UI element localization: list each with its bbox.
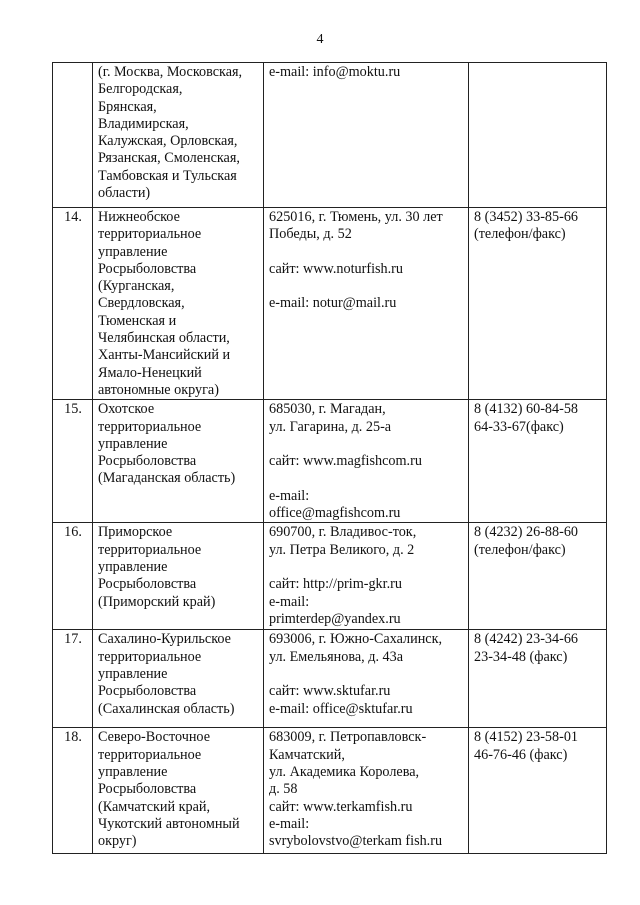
name-line: Ханты-Мансийский и [98, 347, 231, 364]
address-line: primterdep@yandex.ru [269, 610, 401, 627]
phone-line: 23-34-48 (факс) [474, 648, 568, 665]
name-line: (г. Москва, Московская, [98, 64, 243, 80]
table-row [53, 63, 607, 208]
name-line: (Сахалинская область) [98, 700, 235, 717]
table-row [53, 523, 607, 630]
name-line: Челябинская области, [98, 330, 230, 347]
name-line: Сахалино-Курильское [98, 631, 231, 648]
phone-line: 64-33-67(факс) [474, 418, 564, 435]
phone-cell [469, 523, 607, 630]
row-number-cell: 18. [53, 728, 93, 854]
address-contacts-cell [264, 63, 469, 208]
organization-name-cell [93, 63, 264, 208]
address-line: 625016, г. Тюмень, ул. 30 лет [269, 209, 443, 225]
address-line: e-mail: office@sktufar.ru [269, 700, 413, 717]
organization-name-cell [93, 208, 264, 400]
name-line: территориальное [98, 746, 202, 763]
table-row [53, 400, 607, 523]
name-line: управление [98, 763, 168, 780]
address-line: Камчатский, [269, 746, 345, 763]
name-line: Росрыболовства [98, 683, 197, 700]
address-line: e-mail: info@moktu.ru [269, 64, 401, 80]
name-line: (Приморский край) [98, 593, 216, 610]
address-line: ул. Гагарина, д. 25-а [269, 418, 392, 435]
name-line: Чукотский автономный [98, 815, 240, 832]
phone-line: 8 (3452) 33-85-66 [474, 209, 579, 225]
name-line: управление [98, 665, 168, 682]
blank-line [269, 244, 464, 261]
name-line: Владимирская, [98, 115, 189, 132]
name-line: Брянская, [98, 98, 157, 115]
address-contacts-cell [264, 728, 469, 854]
table-row [53, 630, 607, 728]
name-line: Белгородская, [98, 81, 183, 98]
address-line: Победы, д. 52 [269, 226, 352, 243]
address-line: 693006, г. Южно-Сахалинск, [269, 631, 443, 648]
organization-name-cell [93, 728, 264, 854]
name-line: Нижнеобское [98, 209, 180, 225]
phone-cell [469, 63, 607, 208]
blank-line [269, 436, 464, 453]
name-line: Охотское [98, 401, 155, 418]
name-line: территориальное [98, 648, 202, 665]
territorial-offices-table [52, 62, 607, 854]
phone-line: 46-76-46 (факс) [474, 746, 568, 763]
address-contacts-cell [264, 630, 469, 728]
name-line: Калужская, Орловская, [98, 133, 238, 150]
row-number-cell: 16. [53, 523, 93, 630]
name-line: Северо-Восточное [98, 729, 210, 746]
phone-line: 8 (4132) 60-84-58 [474, 401, 579, 418]
name-line: территориальное [98, 226, 202, 243]
address-line: office@magfishcom.ru [269, 505, 401, 522]
name-line: автономные округа) [98, 381, 219, 398]
address-contacts-cell [264, 400, 469, 523]
name-line: управление [98, 558, 168, 575]
name-line: Ямало-Ненецкий [98, 364, 202, 381]
name-line: округ) [98, 833, 137, 850]
address-line: ул. Академика Королева, [269, 763, 420, 780]
phone-cell [469, 400, 607, 523]
address-line: 683009, г. Петропавловск- [269, 729, 427, 746]
table-body [53, 63, 607, 854]
address-line: ул. Петра Великого, д. 2 [269, 541, 415, 558]
address-line: ул. Емельянова, д. 43а [269, 648, 404, 665]
phone-line: 8 (4242) 23-34-66 [474, 631, 579, 648]
address-contacts-cell [264, 523, 469, 630]
blank-line [269, 470, 464, 487]
row-number-cell [53, 63, 93, 208]
blank-line [269, 559, 464, 576]
name-line: (Курганская, [98, 278, 175, 295]
name-line: Росрыболовства [98, 576, 197, 593]
address-line: e-mail: [269, 487, 310, 504]
address-line: д. 58 [269, 781, 298, 798]
name-line: управление [98, 243, 168, 260]
address-line: e-mail: [269, 815, 310, 832]
name-line: Тюменская и [98, 312, 177, 329]
table-row [53, 728, 607, 854]
phone-cell [469, 728, 607, 854]
address-line: сайт: www.noturfish.ru [269, 260, 404, 277]
name-line: Тамбовская и Тульская [98, 167, 237, 184]
name-line: области) [98, 185, 151, 202]
organization-name-cell [93, 523, 264, 630]
organization-name-cell [93, 400, 264, 523]
phone-line: (телефон/факс) [474, 226, 566, 243]
table-row [53, 208, 607, 400]
name-line: Росрыболовства [98, 260, 197, 277]
address-line: сайт: www.terkamfish.ru [269, 798, 413, 815]
name-line: управление [98, 435, 168, 452]
address-contacts-cell [264, 208, 469, 400]
address-line: 690700, г. Владивос-ток, [269, 524, 417, 541]
phone-cell [469, 630, 607, 728]
address-line: сайт: http://prim-gkr.ru [269, 576, 402, 593]
row-number-cell: 17. [53, 630, 93, 728]
address-line: e-mail: notur@mail.ru [269, 295, 397, 312]
name-line: территориальное [98, 418, 202, 435]
name-line: Росрыболовства [98, 781, 197, 798]
address-line: svrybolovstvo@terkam fish.ru [269, 833, 443, 850]
address-line: e-mail: [269, 593, 310, 610]
name-line: территориальное [98, 541, 202, 558]
phone-cell [469, 208, 607, 400]
blank-line [269, 666, 464, 683]
name-line: Приморское [98, 524, 173, 541]
phone-line: 8 (4232) 26-88-60 [474, 524, 579, 541]
name-line: Росрыболовства [98, 453, 197, 470]
name-line: (Магаданская область) [98, 470, 236, 487]
blank-line [269, 278, 464, 295]
name-line: (Камчатский край, [98, 798, 211, 815]
row-number-cell: 14. [53, 208, 93, 400]
organization-name-cell [93, 630, 264, 728]
phone-line: 8 (4152) 23-58-01 [474, 729, 579, 746]
phone-line: (телефон/факс) [474, 541, 566, 558]
name-line: Свердловская, [98, 295, 185, 312]
address-line: сайт: www.sktufar.ru [269, 683, 391, 700]
name-line: Рязанская, Смоленская, [98, 150, 240, 167]
page-number: 4 [316, 32, 324, 47]
address-line: сайт: www.magfishcom.ru [269, 453, 422, 470]
row-number-cell: 15. [53, 400, 93, 523]
address-line: 685030, г. Магадан, [269, 401, 386, 418]
